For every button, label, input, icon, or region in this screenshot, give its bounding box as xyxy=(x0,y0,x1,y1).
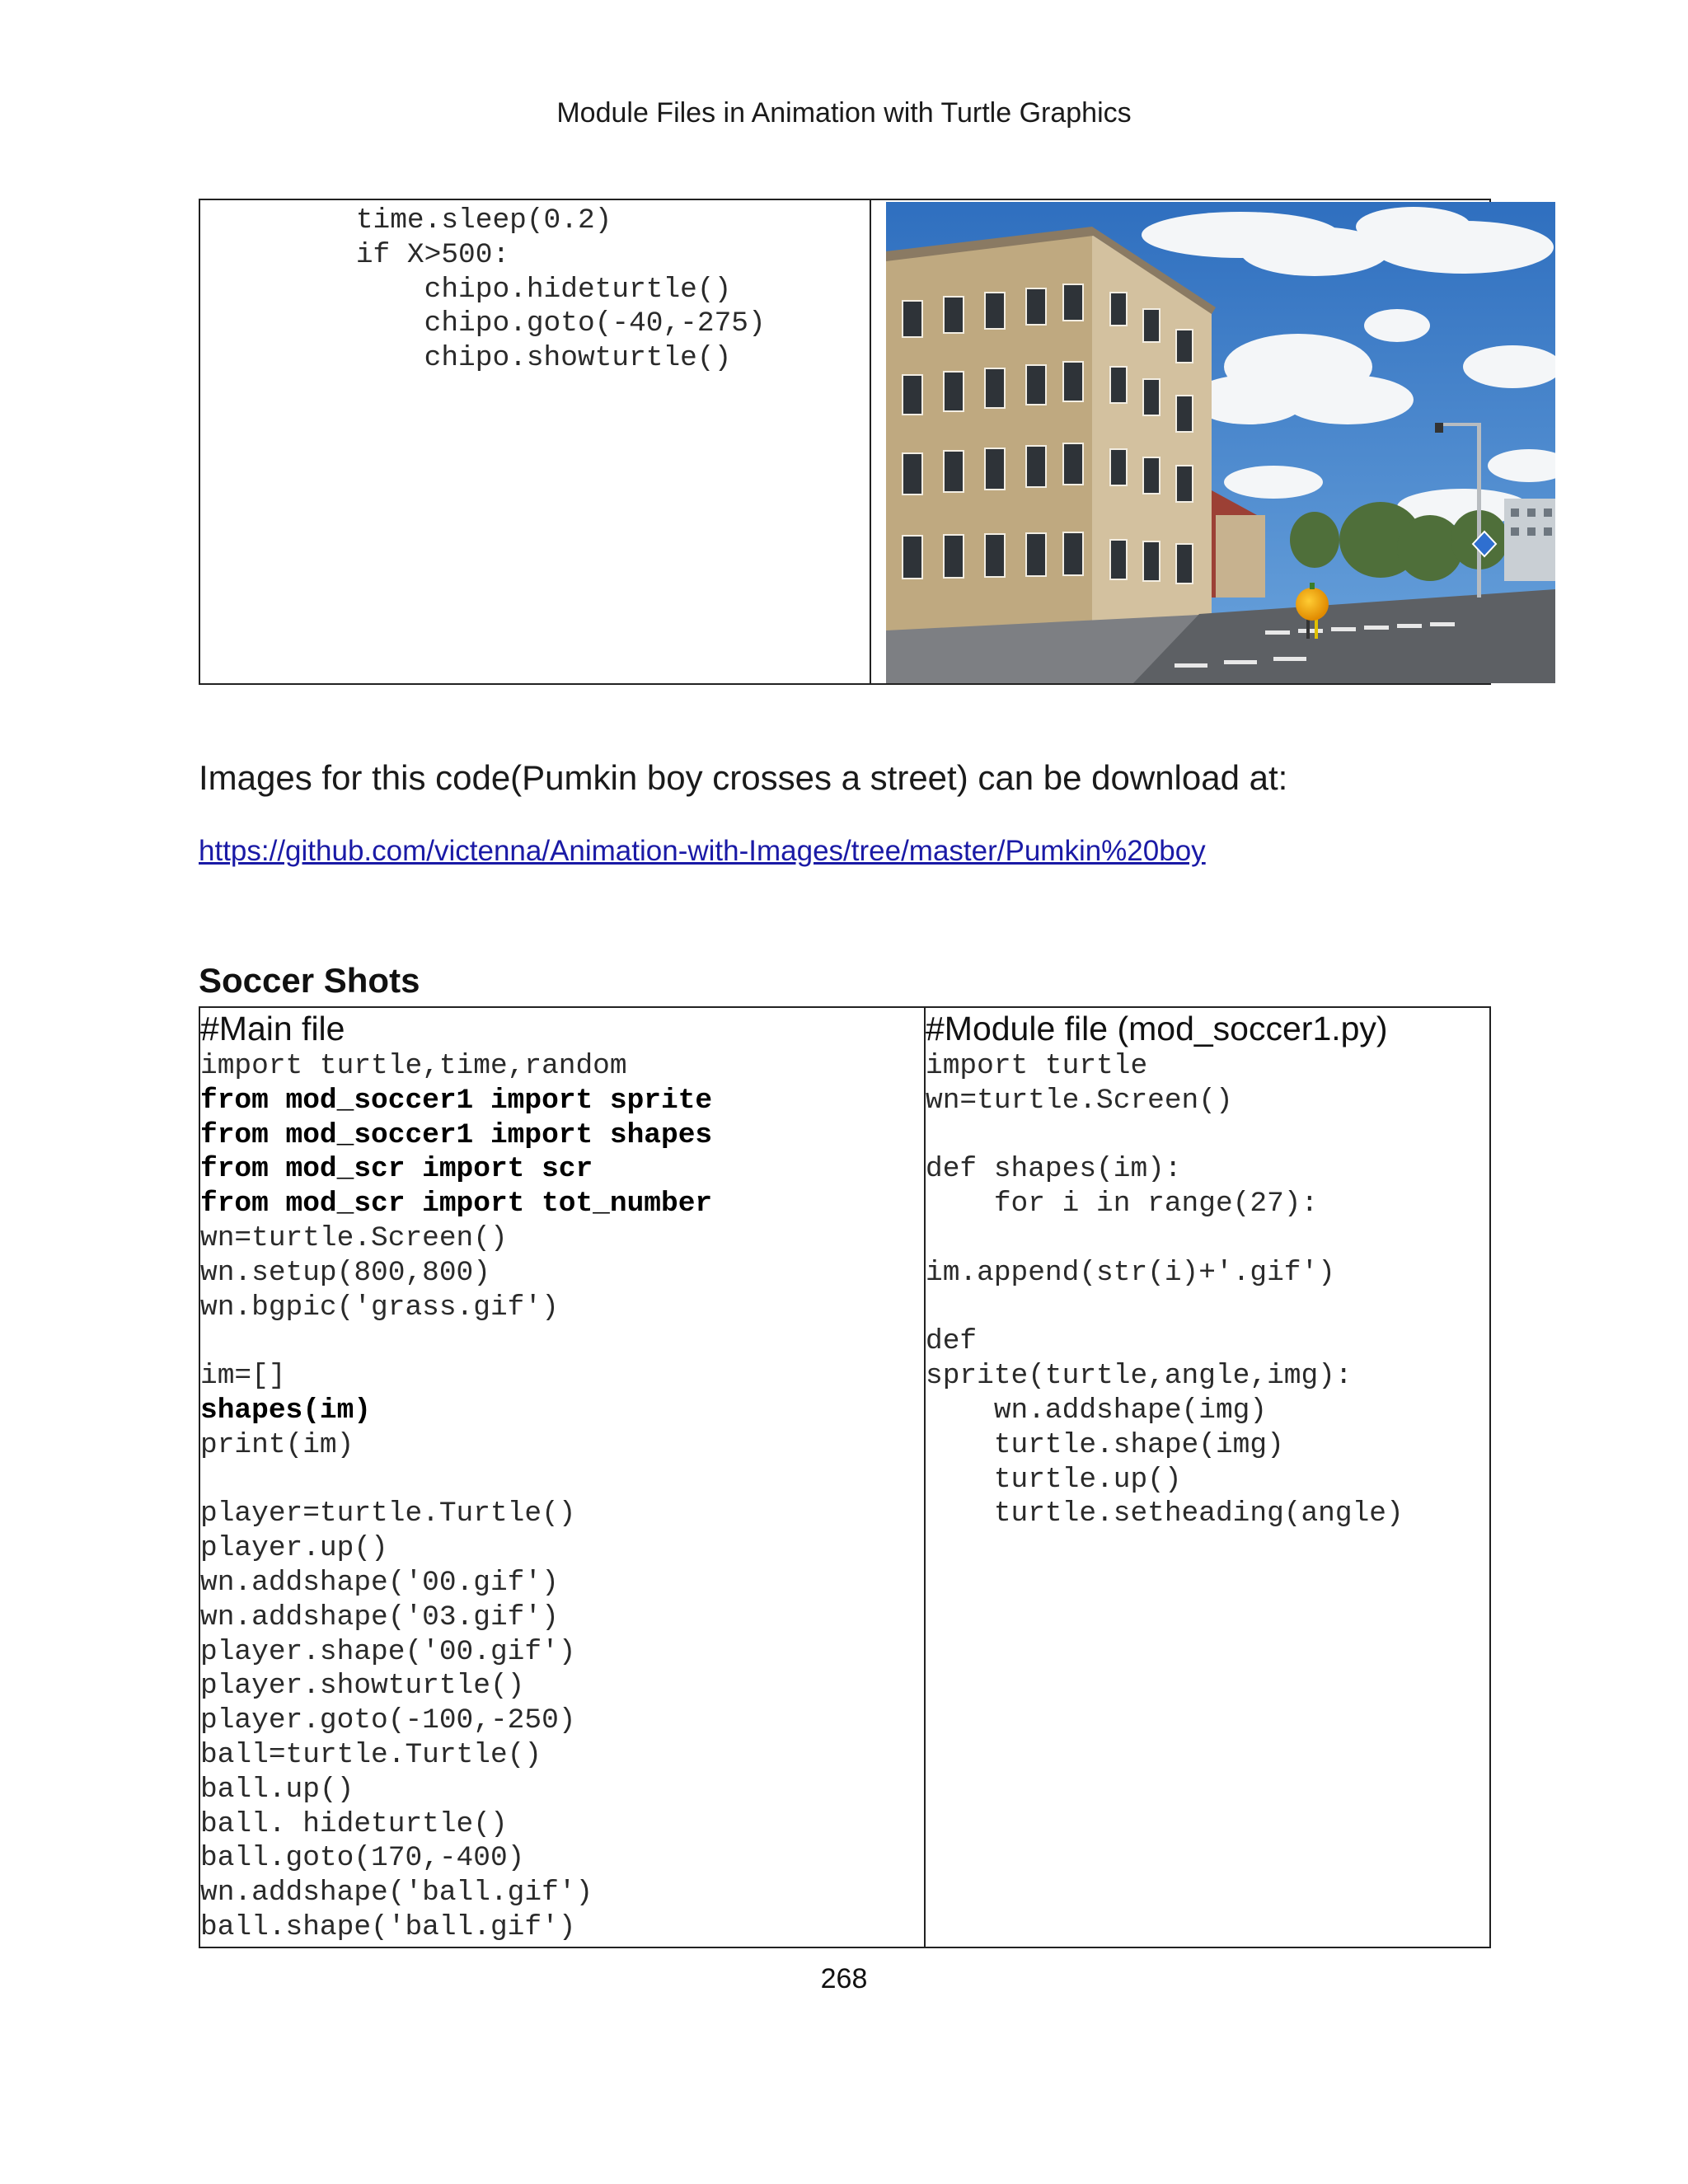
code-text: wn.addshape('ball.gif') xyxy=(200,1877,593,1910)
code-text: def shapes(im): xyxy=(926,1153,1182,1186)
code-text xyxy=(200,1325,218,1357)
code-line xyxy=(200,1118,924,1153)
code-line xyxy=(200,1738,924,1773)
code-line xyxy=(288,238,870,273)
main-file-code xyxy=(200,1049,924,1945)
code-line xyxy=(200,1187,924,1221)
code-line xyxy=(200,1876,924,1910)
code-text: chipo.goto(-40,-275) xyxy=(288,307,766,340)
code-line xyxy=(200,1463,924,1497)
code-line xyxy=(200,1256,924,1291)
code-text: import turtle,time,random xyxy=(200,1050,627,1082)
code-text: sprite(turtle,angle,img): xyxy=(926,1360,1353,1393)
code-line xyxy=(200,1359,924,1394)
code-text: player.shape('00.gif') xyxy=(200,1635,576,1668)
code-line xyxy=(926,1324,1489,1359)
code-line xyxy=(288,204,870,238)
code-line xyxy=(200,1049,924,1084)
soccer-code-table xyxy=(199,1006,1491,1948)
code-line xyxy=(200,1084,924,1118)
code-text: wn.setup(800,800) xyxy=(200,1256,490,1289)
code-text: from mod_scr import tot_number xyxy=(200,1188,713,1221)
code-text: wn.addshape(img) xyxy=(926,1394,1268,1427)
code-line xyxy=(926,1291,1489,1325)
code-line xyxy=(200,1669,924,1704)
code-text: ball.shape('ball.gif') xyxy=(200,1910,576,1943)
code-text: ball.goto(170,-400) xyxy=(200,1842,525,1875)
code-text: turtle.shape(img) xyxy=(926,1428,1284,1461)
download-link[interactable]: https://github.com/victenna/Animation-with-Images/tree/master/Pumkin%20boy xyxy=(199,835,1206,867)
code-line xyxy=(926,1084,1489,1118)
code-line xyxy=(926,1359,1489,1394)
code-text: wn.bgpic('grass.gif') xyxy=(200,1291,559,1324)
code-text xyxy=(926,1119,943,1151)
code-text: ball. hideturtle() xyxy=(200,1807,508,1840)
code-text: player=turtle.Turtle() xyxy=(200,1497,576,1530)
module-file-title: #Module file (mod_soccer1.py) xyxy=(926,1010,1388,1047)
code-line xyxy=(926,1221,1489,1256)
code-line xyxy=(200,1566,924,1601)
module-file-code xyxy=(926,1049,1489,1531)
code-line xyxy=(200,1704,924,1738)
code-line xyxy=(200,1221,924,1256)
code-line xyxy=(200,1635,924,1670)
code-line xyxy=(926,1187,1489,1221)
code-line xyxy=(926,1497,1489,1531)
code-line xyxy=(926,1463,1489,1497)
code-line xyxy=(200,1497,924,1531)
code-line xyxy=(926,1394,1489,1428)
code-line xyxy=(200,1807,924,1842)
code-text: from mod_soccer1 import sprite xyxy=(200,1084,713,1117)
module-file-cell xyxy=(925,1007,1490,1947)
code-text: wn.addshape('03.gif') xyxy=(200,1601,559,1633)
code-line xyxy=(926,1152,1489,1187)
code-line xyxy=(200,1152,924,1187)
code-text: ball=turtle.Turtle() xyxy=(200,1738,542,1771)
code-line xyxy=(926,1256,1489,1291)
code-text: turtle.setheading(angle) xyxy=(926,1497,1404,1530)
code-text: shapes(im) xyxy=(200,1394,372,1427)
running-header: Module Files in Animation with Turtle Graphics xyxy=(556,97,1132,129)
code-text: ball.up() xyxy=(200,1773,354,1806)
code-text: for i in range(27): xyxy=(926,1188,1319,1221)
code-cell xyxy=(199,199,870,684)
code-text: from mod_scr import scr xyxy=(200,1153,593,1186)
code-text: chipo.showturtle() xyxy=(288,342,732,375)
code-text: from mod_soccer1 import shapes xyxy=(200,1118,713,1151)
code-line xyxy=(200,1428,924,1463)
code-text: import turtle xyxy=(926,1050,1148,1082)
code-text: def xyxy=(926,1325,978,1358)
page-number: 268 xyxy=(820,1963,868,1994)
main-file-cell xyxy=(199,1007,925,1947)
code-text: time.sleep(0.2) xyxy=(288,204,612,237)
code-line xyxy=(288,307,870,341)
code-text xyxy=(200,1464,218,1496)
code-text: im.append(str(i)+'.gif') xyxy=(926,1256,1335,1289)
code-line xyxy=(926,1049,1489,1084)
code-text: print(im) xyxy=(200,1428,354,1461)
pumpkin-code-table xyxy=(199,199,1491,685)
code-line xyxy=(200,1291,924,1325)
code-text: player.goto(-100,-250) xyxy=(200,1704,576,1737)
section-title: Soccer Shots xyxy=(199,961,420,1000)
code-line xyxy=(926,1118,1489,1153)
download-paragraph: Images for this code(Pumkin boy crosses a street) can be download at: xyxy=(199,758,1288,797)
code-text: player.showturtle() xyxy=(200,1670,525,1703)
code-line xyxy=(200,1841,924,1876)
code-block xyxy=(288,204,870,376)
code-line xyxy=(200,1773,924,1807)
code-line xyxy=(200,1324,924,1359)
code-line xyxy=(200,1601,924,1635)
code-line xyxy=(200,1910,924,1945)
image-cell xyxy=(870,199,1490,684)
code-text: if X>500: xyxy=(288,238,510,271)
code-line xyxy=(200,1531,924,1566)
code-text: wn=turtle.Screen() xyxy=(926,1084,1233,1117)
main-file-title: #Main file xyxy=(200,1010,345,1047)
code-text: wn.addshape('00.gif') xyxy=(200,1566,559,1599)
code-text: player.up() xyxy=(200,1532,388,1565)
code-line xyxy=(288,341,870,376)
code-text: turtle.up() xyxy=(926,1463,1182,1496)
code-line xyxy=(926,1428,1489,1463)
code-text: wn=turtle.Screen() xyxy=(200,1221,508,1254)
street-photo xyxy=(886,202,1555,683)
code-text: im=[] xyxy=(200,1360,286,1393)
code-text xyxy=(926,1222,943,1254)
code-text xyxy=(926,1291,943,1324)
code-line xyxy=(200,1394,924,1428)
code-text: chipo.hideturtle() xyxy=(288,273,732,306)
code-line xyxy=(288,273,870,307)
